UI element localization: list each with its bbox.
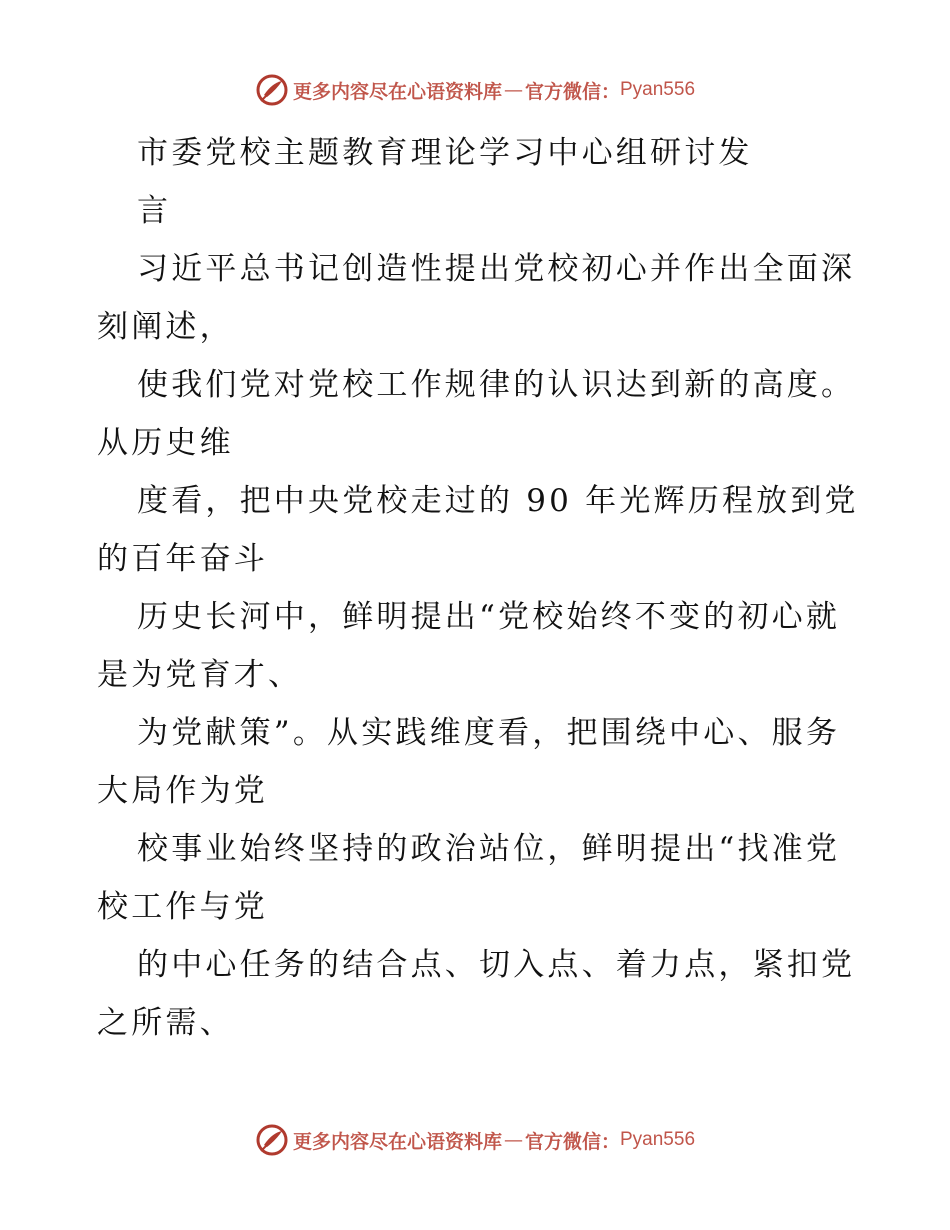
doc-line: 为党献策”。从实践维度看，把围绕中心、服务 bbox=[137, 715, 841, 751]
doc-line: 校工作与党 bbox=[97, 889, 268, 925]
doc-line: 度看，把中央党校走过的 90 年光辉历程放到党 bbox=[137, 483, 859, 519]
banner-brand-text: 更多内容尽在心语资料库 bbox=[292, 1130, 502, 1153]
banner-wechat-id: Pyan556 bbox=[620, 1129, 696, 1150]
header-banner bbox=[0, 70, 950, 110]
banner-wechat-label: 官方微信： bbox=[524, 80, 620, 103]
pen-logo-icon bbox=[255, 1123, 289, 1157]
doc-line: 刻阐述， bbox=[97, 309, 234, 345]
pen-logo-icon bbox=[255, 73, 289, 107]
banner-dash: — bbox=[503, 79, 523, 101]
doc-line: 是为党育才、 bbox=[97, 657, 303, 693]
footer-banner bbox=[0, 1120, 950, 1160]
doc-line: 校事业始终坚持的政治站位，鲜明提出“找准党 bbox=[137, 831, 841, 867]
doc-line: 大局作为党 bbox=[97, 773, 268, 809]
banner-wechat-label: 官方微信： bbox=[524, 1130, 620, 1153]
banner-brand-text: 更多内容尽在心语资料库 bbox=[292, 80, 502, 103]
banner-wechat-id: Pyan556 bbox=[620, 79, 696, 100]
doc-line: 从历史维 bbox=[97, 425, 234, 461]
doc-line: 的中心任务的结合点、切入点、着力点，紧扣党 bbox=[137, 947, 856, 983]
doc-line: 使我们党对党校工作规律的认识达到新的高度。 bbox=[137, 367, 856, 403]
banner-dash: — bbox=[503, 1129, 523, 1151]
doc-line: 之所需、 bbox=[97, 1005, 234, 1041]
doc-line: 市委党校主题教育理论学习中心组研讨发 bbox=[137, 135, 753, 171]
doc-line: 言 bbox=[137, 193, 172, 229]
doc-line: 习近平总书记创造性提出党校初心并作出全面深 bbox=[137, 251, 856, 287]
document-body bbox=[97, 124, 857, 1052]
doc-line: 的百年奋斗 bbox=[97, 541, 268, 577]
doc-line: 历史长河中，鲜明提出“党校始终不变的初心就 bbox=[137, 599, 841, 635]
